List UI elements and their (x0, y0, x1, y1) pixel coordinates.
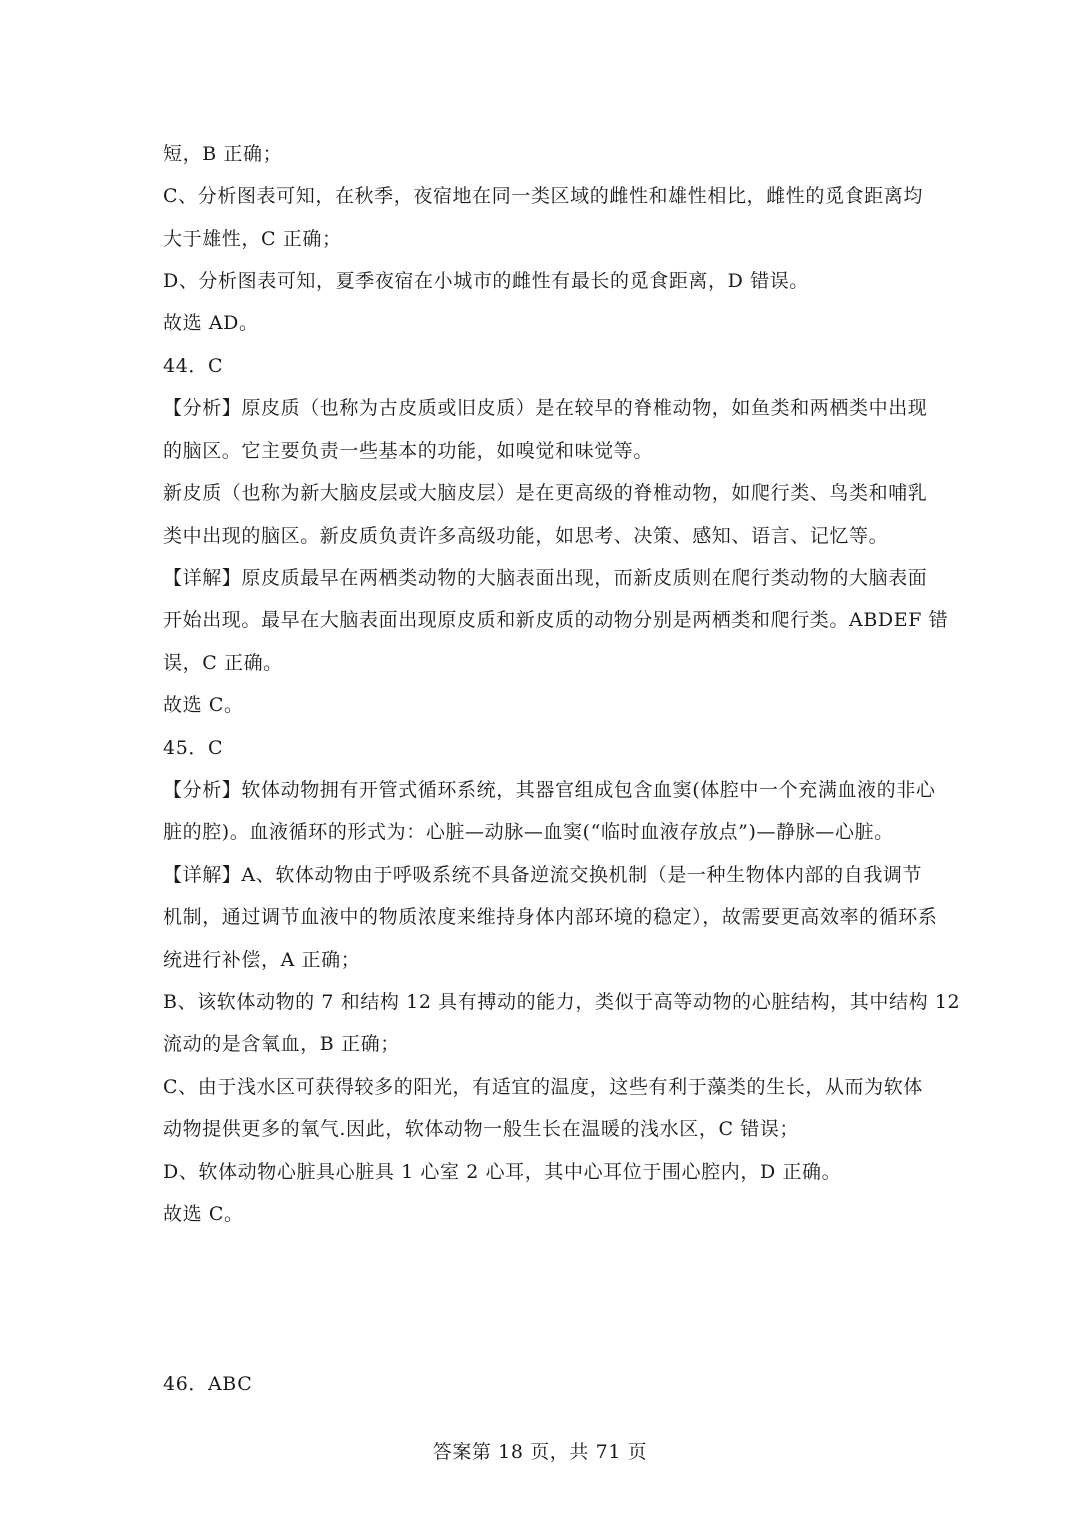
question-number: 45．C (163, 737, 224, 759)
text-line: 【分析】原皮质（也称为古皮质或旧皮质）是在较早的脊椎动物，如鱼类和两栖类中出现 (163, 397, 928, 419)
text-line: 故选 AD。 (163, 312, 259, 334)
text-line: 新皮质（也称为新大脑皮层或大脑皮层）是在更高级的脊椎动物，如爬行类、鸟类和哺乳 (163, 482, 928, 504)
text-line: 故选 C。 (163, 694, 244, 716)
page-footer: 答案第 18 页，共 71 页 (432, 1441, 648, 1463)
text-line: 【详解】原皮质最早在两栖类动物的大脑表面出现，而新皮质则在爬行类动物的大脑表面 (163, 567, 928, 589)
text-line: C、分析图表可知，在秋季，夜宿地在同一类区域的雌性和雄性相比，雌性的觅食距离均 (163, 185, 923, 207)
text-line: 动物提供更多的氧气.因此，软体动物一般生长在温暖的浅水区，C 错误； (163, 1118, 800, 1140)
text-line: 的脑区。它主要负责一些基本的功能，如嗅觉和味觉等。 (163, 440, 654, 462)
text-line: 【详解】A、软体动物由于呼吸系统不具备逆流交换机制（是一种生物体内部的自我调节 (163, 864, 923, 886)
question-number: 44．C (163, 355, 224, 377)
text-line: 【分析】软体动物拥有开管式循环系统，其器官组成包含血窦(体腔中一个充满血液的非心 (163, 779, 936, 801)
text-line: 故选 C。 (163, 1203, 244, 1225)
text-line: 误，C 正确。 (163, 652, 283, 674)
text-line: 机制，通过调节血液中的物质浓度来维持身体内部环境的稳定），故需要更高效率的循环系 (163, 906, 938, 928)
text-line: D、软体动物心脏具心脏具 1 心室 2 心耳，其中心耳位于围心腔内，D 正确。 (163, 1161, 842, 1183)
text-line: D、分析图表可知，夏季夜宿在小城市的雌性有最长的觅食距离，D 错误。 (163, 270, 809, 292)
text-line: 短，B 正确； (163, 143, 283, 165)
text-line: 开始出现。最早在大脑表面出现原皮质和新皮质的动物分别是两栖类和爬行类。ABDEF 错 (163, 609, 949, 631)
text-line: C、由于浅水区可获得较多的阳光，有适宜的温度，这些有利于藻类的生长，从而为软体 (163, 1076, 923, 1098)
text-line: 流动的是含氧血，B 正确； (163, 1033, 400, 1055)
text-line: 统进行补偿，A 正确； (163, 949, 361, 971)
text-line: 大于雄性，C 正确； (163, 228, 342, 250)
text-line: B、该软体动物的 7 和结构 12 具有搏动的能力，类似于高等动物的心脏结构，其中结构 12 (163, 991, 961, 1013)
question-number: 46．ABC (163, 1373, 253, 1395)
text-line: 类中出现的脑区。新皮质负责许多高级功能，如思考、决策、感知、语言、记忆等。 (163, 525, 889, 547)
text-line: 脏的腔)。血液循环的形式为：心脏—动脉—血窦(“临时血液存放点”)—静脉—心脏。 (163, 821, 894, 843)
